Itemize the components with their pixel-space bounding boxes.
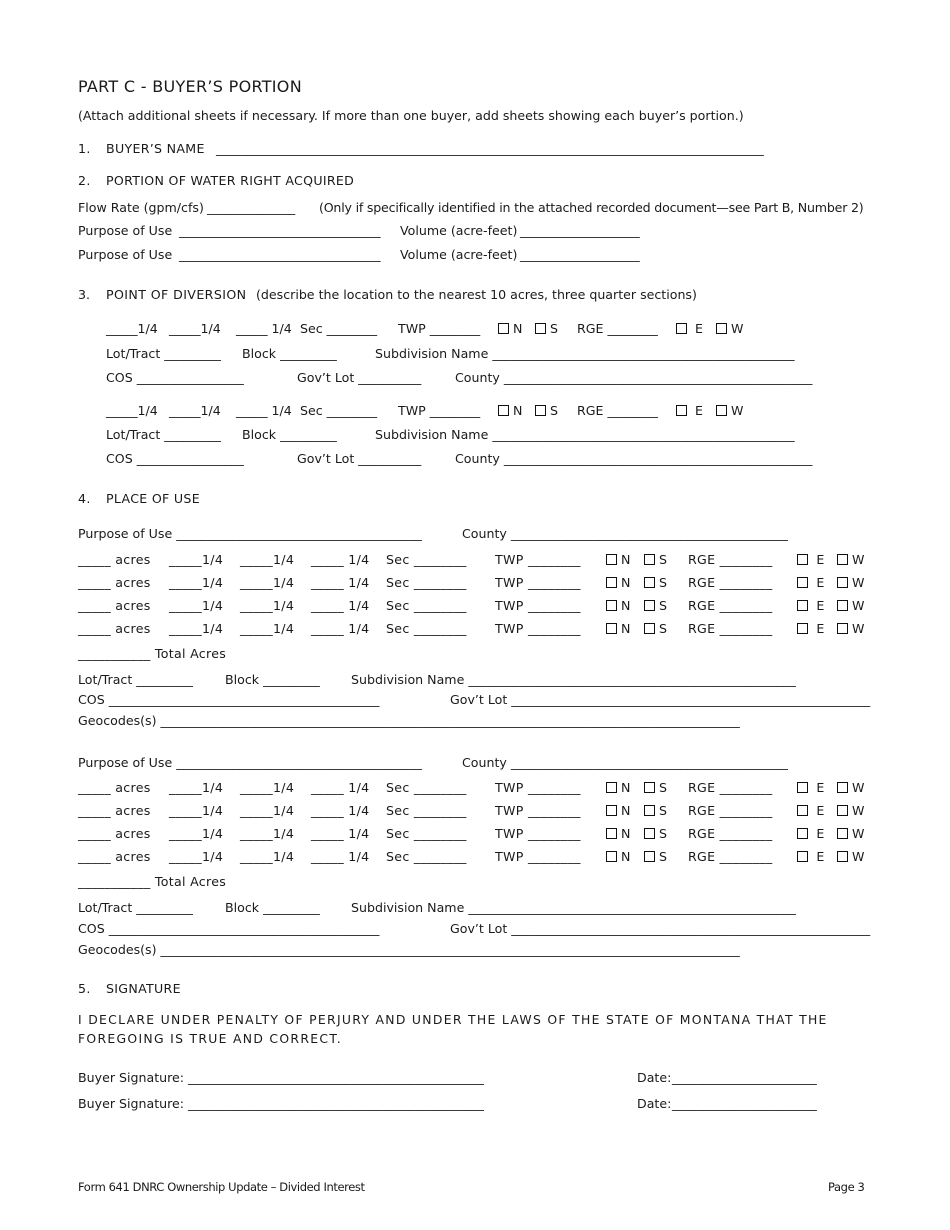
quarter-1-field[interactable]: _____1/4 <box>169 621 224 636</box>
west-checkbox[interactable] <box>837 805 848 816</box>
south-option[interactable]: S <box>644 620 667 638</box>
range-field[interactable]: RGE ________ <box>688 849 773 864</box>
block-field[interactable]: Block _________ <box>242 427 337 442</box>
south-option[interactable]: S <box>535 320 558 338</box>
west-checkbox[interactable] <box>837 554 848 565</box>
section-field[interactable]: Sec ________ <box>300 321 378 336</box>
quarter-1-field[interactable]: _____1/4 <box>169 803 224 818</box>
acres-field[interactable]: _____ acres <box>78 826 151 841</box>
east-option[interactable]: E <box>797 551 825 569</box>
east-option[interactable]: E <box>797 802 825 820</box>
north-option[interactable]: N <box>606 597 631 615</box>
instructions: (Attach additional sheets if necessary. If more than one buyer, add sheets showing each buyer’s portion.) <box>78 108 744 123</box>
east-checkbox[interactable] <box>797 554 808 565</box>
use-purpose-field[interactable]: Purpose of Use _______________________________________ <box>78 526 422 541</box>
flow-rate-note: (Only if specifically identified in the attached recorded document—see Part B, Number 2) <box>319 200 864 215</box>
range-field[interactable]: RGE ________ <box>688 575 773 590</box>
north-checkbox[interactable] <box>606 805 617 816</box>
south-option[interactable]: S <box>535 402 558 420</box>
north-checkbox[interactable] <box>606 554 617 565</box>
range-field[interactable]: RGE ________ <box>577 403 658 418</box>
west-option[interactable]: W <box>837 597 865 615</box>
west-option[interactable]: W <box>837 779 865 797</box>
section-field[interactable]: Sec ________ <box>386 803 467 818</box>
block-field[interactable]: Block _________ <box>225 900 320 915</box>
use-county-field[interactable]: County ____________________________________________ <box>462 526 788 541</box>
volume-field[interactable]: ___________________ <box>520 247 640 262</box>
quarter-1-field[interactable]: _____1/4 <box>169 826 224 841</box>
east-checkbox[interactable] <box>676 323 687 334</box>
south-checkbox[interactable] <box>644 623 655 634</box>
east-option[interactable]: E <box>797 597 825 615</box>
volume-label: Volume (acre-feet) <box>400 247 518 262</box>
quarter-3-field[interactable]: _____ 1/4 <box>311 849 370 864</box>
buyer-name-label: BUYER’S NAME <box>106 141 205 156</box>
acres-field[interactable]: _____ acres <box>78 849 151 864</box>
quarter-2-field[interactable]: _____1/4 <box>240 803 295 818</box>
acres-field[interactable]: _____ acres <box>78 780 151 795</box>
range-field[interactable]: RGE ________ <box>688 826 773 841</box>
north-option[interactable]: N <box>606 574 631 592</box>
east-checkbox[interactable] <box>797 851 808 862</box>
range-field[interactable]: RGE ________ <box>688 780 773 795</box>
quarter-3-field[interactable]: _____ 1/4 <box>311 826 370 841</box>
quarter-3-field[interactable]: _____ 1/4 <box>311 780 370 795</box>
quarter-2-field[interactable]: _____1/4 <box>169 403 221 418</box>
west-checkbox[interactable] <box>716 405 727 416</box>
cos-field[interactable]: COS ___________________________________________ <box>78 921 380 936</box>
flow-rate-label: Flow Rate (gpm/cfs) <box>78 200 204 215</box>
quarter-1-field[interactable]: _____1/4 <box>169 552 224 567</box>
east-checkbox[interactable] <box>797 805 808 816</box>
north-option[interactable]: N <box>606 802 631 820</box>
north-option[interactable]: N <box>606 620 631 638</box>
total-acres-field[interactable]: ___________ Total Acres <box>78 874 227 889</box>
geocodes-field[interactable]: Geocodes(s) ____________________________________________________________________________________________ <box>78 942 740 957</box>
section-field[interactable]: Sec ________ <box>300 403 378 418</box>
south-checkbox[interactable] <box>644 782 655 793</box>
geocodes-field[interactable]: Geocodes(s) ____________________________________________________________________________________________ <box>78 713 740 728</box>
township-field[interactable]: TWP ________ <box>495 849 581 864</box>
quarter-3-field[interactable]: _____ 1/4 <box>236 403 292 418</box>
south-option[interactable]: S <box>644 825 667 843</box>
perjury-declaration: I DECLARE UNDER PENALTY OF PERJURY AND UNDER THE LAWS OF THE STATE OF MONTANA THAT THE FOREGOING IS TRUE AND CORRECT. <box>78 1012 828 1046</box>
date-field[interactable]: _______________________ <box>672 1096 817 1111</box>
west-checkbox[interactable] <box>837 782 848 793</box>
south-checkbox[interactable] <box>535 405 546 416</box>
township-field[interactable]: TWP ________ <box>398 403 481 418</box>
south-checkbox[interactable] <box>644 577 655 588</box>
page-number: Page 3 <box>828 1180 865 1194</box>
section-4-title: PLACE OF USE <box>106 491 200 506</box>
govt-lot-field[interactable]: Gov’t Lot _________________________________________________________ <box>450 692 871 707</box>
section-field[interactable]: Sec ________ <box>386 780 467 795</box>
quarter-1-field[interactable]: _____1/4 <box>169 575 224 590</box>
form-page: PART C - BUYER’S PORTION (Attach additional sheets if necessary. If more than one buyer, add sheets showing each buyer’s portion.) 1. BUYER’S NAME _______________________________________________________________________________________ 2. PORTION OF WATER RIGHT ACQUIRED Flow Rate (gpm/cfs) ______________ (Only if specifically identified in the attached recorded document—see Part B, Number 2) Purpose of Use ________________________________ Volume (acre-feet) ___________________ Purpose of Use ________________________________ Volume (acre-feet) ___________________ 3. POINT OF DIVERSION (describe the location to the nearest 10 acres, three quarter sections) _____1/4 _____1/4 _____ 1/4 Sec ________ TWP ________ N S RGE ________ E W Lot/Tract _________ Block _________ Subdivision Name ________________________________________________ COS _________________ Gov’t Lot __________ County _________________________________________________ _____1/4 _____1/4 _____ 1/4 Sec ________ TWP ________ N S RGE ________ E W Lot/Tract _________ Block _________ Subdivision Name ________________________________________________ COS _________________ Gov’t Lot __________ County _________________________________________________ 4. PLACE OF USE Purpose of Use _______________________________________ County ____________________________________________ _____ acres _____1/4 _____1/4 _____ 1/4 Sec ________ TWP ________ N S RGE ________ E W _____ acres _____1/4 _____1/4 _____ 1/4 Sec ________ TWP ________ N S RGE ________ E W _____ acres _____1/4 _____1/4 _____ 1/4 Sec ________ TWP ________ N S RGE ________ E W _____ acres _____1/4 _____1/4 _____ 1/4 Sec ________ TWP ________ N S RGE ________ E W ___________ Total Acres Lot/Tract _________ Block _________ Subdivision Name ____________________________________________________ COS ___________________________________________ Gov’t Lot _________________________________________________________ Geocodes(s) ____________________________________________________________________________________________ Purpose of Use _______________________________________ County ____________________________________________ _____ acres _____1/4 _____1/4 _____ 1/4 Sec ________ TWP ________ N S RGE ________ E W _____ acres _____1/4 _____1/4 _____ 1/4 Sec ________ TWP ________ N S RGE ________ E W _____ acres _____1/4 _____1/4 _____ 1/4 Sec ________ TWP ________ N S RGE ________ E W _____ acres _____1/4 _____1/4 _____ 1/4 Sec ________ TWP ________ N S RGE ________ E W ___________ Total Acres Lot/Tract _________ Block _________ Subdivision Name ____________________________________________________ COS ___________________________________________ Gov’t Lot _________________________________________________________ Geocodes(s) ____________________________________________________________________________________________ 5. SIGNATURE I DECLARE UNDER PENALTY OF PERJURY AND UNDER THE LAWS OF THE STATE OF MONTANA THAT THE FOREGOING IS TRUE AND CORRECT. Buyer Signature: _______________________________________________ Date: _______________________ Buyer Signature: _______________________________________________ Date: _______________________ Form 641 DNRC Ownership Update – Divided Interest Page 3 <box>78 77 871 1194</box>
govt-lot-field[interactable]: Gov’t Lot __________ <box>297 370 422 385</box>
east-checkbox[interactable] <box>797 600 808 611</box>
buyer-signature-label: Buyer Signature: <box>78 1096 185 1111</box>
purpose-label: Purpose of Use <box>78 223 173 238</box>
county-field[interactable]: County _________________________________________________ <box>455 451 813 466</box>
lot-tract-field[interactable]: Lot/Tract _________ <box>106 346 221 361</box>
subdivision-field[interactable]: Subdivision Name ________________________________________________ <box>375 427 795 442</box>
west-checkbox[interactable] <box>837 577 848 588</box>
block-field[interactable]: Block _________ <box>242 346 337 361</box>
lot-tract-field[interactable]: Lot/Tract _________ <box>78 900 193 915</box>
south-checkbox[interactable] <box>644 828 655 839</box>
section-field[interactable]: Sec ________ <box>386 849 467 864</box>
lot-tract-field[interactable]: Lot/Tract _________ <box>78 672 193 687</box>
quarter-3-field[interactable]: _____ 1/4 <box>236 321 292 336</box>
east-option[interactable]: E <box>797 620 825 638</box>
range-field[interactable]: RGE ________ <box>688 598 773 613</box>
range-field[interactable]: RGE ________ <box>688 621 773 636</box>
east-checkbox[interactable] <box>797 782 808 793</box>
north-option[interactable]: N <box>498 320 522 338</box>
south-checkbox[interactable] <box>644 554 655 565</box>
quarter-2-field[interactable]: _____1/4 <box>240 826 295 841</box>
township-field[interactable]: TWP ________ <box>495 621 581 636</box>
west-checkbox[interactable] <box>716 323 727 334</box>
south-option[interactable]: S <box>644 848 667 866</box>
acres-field[interactable]: _____ acres <box>78 552 151 567</box>
south-checkbox[interactable] <box>644 805 655 816</box>
form-footer: Form 641 DNRC Ownership Update – Divided Interest <box>78 1180 365 1194</box>
north-checkbox[interactable] <box>606 623 617 634</box>
buyer-signature-field[interactable]: _______________________________________________ <box>188 1096 484 1111</box>
quarter-1-field[interactable]: _____1/4 <box>169 849 224 864</box>
subdivision-field[interactable]: Subdivision Name ____________________________________________________ <box>351 900 796 915</box>
west-option[interactable]: W <box>837 848 865 866</box>
section-3-title: POINT OF DIVERSION <box>106 287 247 302</box>
purpose-label: Purpose of Use <box>78 247 173 262</box>
south-checkbox[interactable] <box>644 600 655 611</box>
section-1-number: 1. <box>78 141 91 156</box>
quarter-1-field[interactable]: _____1/4 <box>106 321 158 336</box>
buyer-signature-field[interactable]: _______________________________________________ <box>188 1070 484 1085</box>
part-title: PART C - BUYER’S PORTION <box>78 77 302 96</box>
purpose-field[interactable]: ________________________________ <box>179 223 381 238</box>
acres-field[interactable]: _____ acres <box>78 575 151 590</box>
section-field[interactable]: Sec ________ <box>386 575 467 590</box>
west-checkbox[interactable] <box>837 600 848 611</box>
west-option[interactable]: W <box>837 574 865 592</box>
west-checkbox[interactable] <box>837 623 848 634</box>
date-field[interactable]: _______________________ <box>672 1070 817 1085</box>
date-label: Date: <box>637 1096 672 1111</box>
west-checkbox[interactable] <box>837 828 848 839</box>
section-field[interactable]: Sec ________ <box>386 826 467 841</box>
quarter-3-field[interactable]: _____ 1/4 <box>311 621 370 636</box>
south-checkbox[interactable] <box>644 851 655 862</box>
township-field[interactable]: TWP ________ <box>495 575 581 590</box>
quarter-1-field[interactable]: _____1/4 <box>106 403 158 418</box>
section-field[interactable]: Sec ________ <box>386 621 467 636</box>
quarter-1-field[interactable]: _____1/4 <box>169 598 224 613</box>
acres-field[interactable]: _____ acres <box>78 621 151 636</box>
south-checkbox[interactable] <box>535 323 546 334</box>
buyer-name-field[interactable]: _______________________________________________________________________________________ <box>216 141 764 156</box>
south-option[interactable]: S <box>644 779 667 797</box>
north-option[interactable]: N <box>606 551 631 569</box>
township-field[interactable]: TWP ________ <box>398 321 481 336</box>
east-checkbox[interactable] <box>797 828 808 839</box>
east-option[interactable]: E <box>797 779 825 797</box>
volume-label: Volume (acre-feet) <box>400 223 518 238</box>
quarter-3-field[interactable]: _____ 1/4 <box>311 803 370 818</box>
use-county-field[interactable]: County ____________________________________________ <box>462 755 788 770</box>
volume-field[interactable]: ___________________ <box>520 223 640 238</box>
quarter-3-field[interactable]: _____ 1/4 <box>311 598 370 613</box>
east-option[interactable]: E <box>797 825 825 843</box>
quarter-1-field[interactable]: _____1/4 <box>169 780 224 795</box>
quarter-2-field[interactable]: _____1/4 <box>240 598 295 613</box>
quarter-3-field[interactable]: _____ 1/4 <box>311 552 370 567</box>
north-checkbox[interactable] <box>606 577 617 588</box>
range-field[interactable]: RGE ________ <box>688 803 773 818</box>
quarter-3-field[interactable]: _____ 1/4 <box>311 575 370 590</box>
north-checkbox[interactable] <box>498 323 509 334</box>
west-option[interactable]: W <box>837 620 865 638</box>
purpose-field[interactable]: ________________________________ <box>179 247 381 262</box>
section-field[interactable]: Sec ________ <box>386 598 467 613</box>
north-option[interactable]: N <box>606 848 631 866</box>
section-2-title: PORTION OF WATER RIGHT ACQUIRED <box>106 173 355 188</box>
south-option[interactable]: S <box>644 597 667 615</box>
date-label: Date: <box>637 1070 672 1085</box>
township-field[interactable]: TWP ________ <box>495 826 581 841</box>
township-field[interactable]: TWP ________ <box>495 803 581 818</box>
cos-field[interactable]: COS _________________ <box>106 370 244 385</box>
north-option[interactable]: N <box>498 402 522 420</box>
flow-rate-field[interactable]: ______________ <box>207 200 296 215</box>
east-option[interactable]: E <box>676 320 703 338</box>
use-purpose-field[interactable]: Purpose of Use _______________________________________ <box>78 755 422 770</box>
quarter-2-field[interactable]: _____1/4 <box>169 321 221 336</box>
north-checkbox[interactable] <box>498 405 509 416</box>
buyer-signature-label: Buyer Signature: <box>78 1070 185 1085</box>
east-option[interactable]: E <box>797 848 825 866</box>
acres-field[interactable]: _____ acres <box>78 598 151 613</box>
east-checkbox[interactable] <box>797 577 808 588</box>
east-option[interactable]: E <box>676 402 703 420</box>
county-field[interactable]: County _________________________________________________ <box>455 370 813 385</box>
acres-field[interactable]: _____ acres <box>78 803 151 818</box>
east-option[interactable]: E <box>797 574 825 592</box>
west-option[interactable]: W <box>837 825 865 843</box>
west-option[interactable]: W <box>716 320 743 338</box>
section-5-title: SIGNATURE <box>106 981 181 996</box>
north-checkbox[interactable] <box>606 782 617 793</box>
quarter-2-field[interactable]: _____1/4 <box>240 575 295 590</box>
north-option[interactable]: N <box>606 825 631 843</box>
west-option[interactable]: W <box>716 402 743 420</box>
north-option[interactable]: N <box>606 779 631 797</box>
range-field[interactable]: RGE ________ <box>688 552 773 567</box>
lot-tract-field[interactable]: Lot/Tract _________ <box>106 427 221 442</box>
quarter-2-field[interactable]: _____1/4 <box>240 780 295 795</box>
south-option[interactable]: S <box>644 551 667 569</box>
south-option[interactable]: S <box>644 574 667 592</box>
range-field[interactable]: RGE ________ <box>577 321 658 336</box>
north-checkbox[interactable] <box>606 600 617 611</box>
total-acres-field[interactable]: ___________ Total Acres <box>78 646 227 661</box>
govt-lot-field[interactable]: Gov’t Lot _________________________________________________________ <box>450 921 871 936</box>
north-checkbox[interactable] <box>606 851 617 862</box>
township-field[interactable]: TWP ________ <box>495 780 581 795</box>
quarter-2-field[interactable]: _____1/4 <box>240 621 295 636</box>
township-field[interactable]: TWP ________ <box>495 598 581 613</box>
east-checkbox[interactable] <box>676 405 687 416</box>
quarter-2-field[interactable]: _____1/4 <box>240 552 295 567</box>
township-field[interactable]: TWP ________ <box>495 552 581 567</box>
east-checkbox[interactable] <box>797 623 808 634</box>
section-field[interactable]: Sec ________ <box>386 552 467 567</box>
section-3-note: (describe the location to the nearest 10 acres, three quarter sections) <box>256 287 697 302</box>
govt-lot-field[interactable]: Gov’t Lot __________ <box>297 451 422 466</box>
cos-field[interactable]: COS ___________________________________________ <box>78 692 380 707</box>
south-option[interactable]: S <box>644 802 667 820</box>
subdivision-field[interactable]: Subdivision Name ____________________________________________________ <box>351 672 796 687</box>
north-checkbox[interactable] <box>606 828 617 839</box>
subdivision-field[interactable]: Subdivision Name ________________________________________________ <box>375 346 795 361</box>
cos-field[interactable]: COS _________________ <box>106 451 244 466</box>
block-field[interactable]: Block _________ <box>225 672 320 687</box>
west-option[interactable]: W <box>837 551 865 569</box>
west-option[interactable]: W <box>837 802 865 820</box>
west-checkbox[interactable] <box>837 851 848 862</box>
quarter-2-field[interactable]: _____1/4 <box>240 849 295 864</box>
